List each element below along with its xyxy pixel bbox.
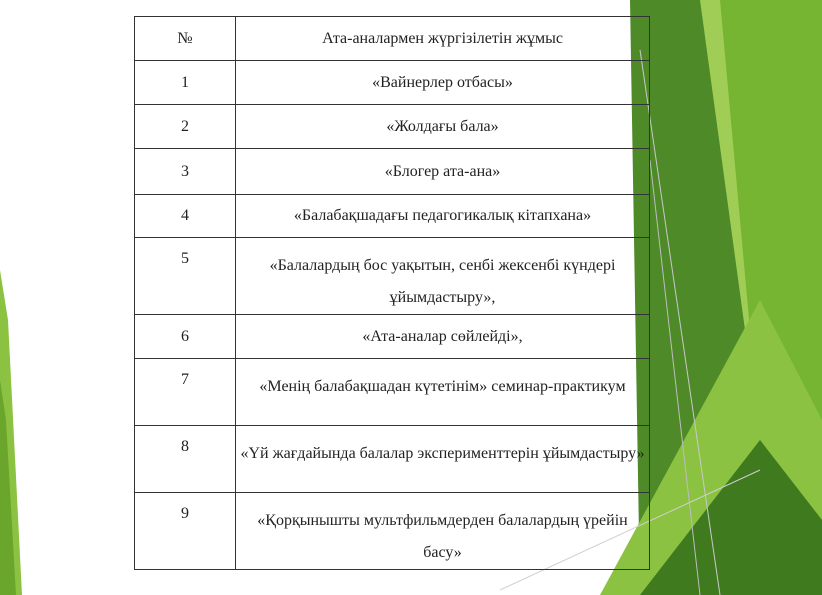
table-row bbox=[135, 315, 650, 359]
header-number: № bbox=[135, 17, 236, 61]
row-number: 2 bbox=[135, 105, 236, 149]
row-number: 3 bbox=[135, 149, 236, 195]
row-number: 8 bbox=[135, 426, 236, 493]
row-text: «Менің балабақшадан күтетінім» семинар-практикум bbox=[236, 359, 650, 426]
table-row bbox=[135, 61, 650, 105]
row-number: 4 bbox=[135, 195, 236, 238]
row-text: «Қорқынышты мультфильмдерден балалардың үрейін басу» bbox=[236, 493, 650, 570]
table-row bbox=[135, 195, 650, 238]
row-number: 5 bbox=[135, 238, 236, 315]
table-row bbox=[135, 493, 650, 570]
row-text: «Блогер ата-ана» bbox=[236, 149, 650, 195]
table-row bbox=[135, 426, 650, 493]
row-number: 1 bbox=[135, 61, 236, 105]
table-header-row bbox=[135, 17, 650, 61]
row-text: «Үй жағдайында балалар эксперименттерін ұйымдастыру» bbox=[236, 426, 650, 493]
row-text: «Вайнерлер отбасы» bbox=[236, 61, 650, 105]
table-row bbox=[135, 149, 650, 195]
row-text: «Балабақшадағы педагогикалық кітапхана» bbox=[236, 195, 650, 238]
row-text: «Жолдағы бала» bbox=[236, 105, 650, 149]
row-text: «Ата-аналар сөйлейді», bbox=[236, 315, 650, 359]
table-row bbox=[135, 105, 650, 149]
row-number: 9 bbox=[135, 493, 236, 570]
row-number: 6 bbox=[135, 315, 236, 359]
header-work: Ата-аналармен жүргізілетін жұмыс bbox=[236, 17, 650, 61]
table-row bbox=[135, 359, 650, 426]
parent-work-table bbox=[134, 16, 650, 570]
row-number: 7 bbox=[135, 359, 236, 426]
row-text: «Балалардың бос уақытын, сенбі жексенбі күндері ұйымдастыру», bbox=[236, 238, 650, 315]
table-row bbox=[135, 238, 650, 315]
